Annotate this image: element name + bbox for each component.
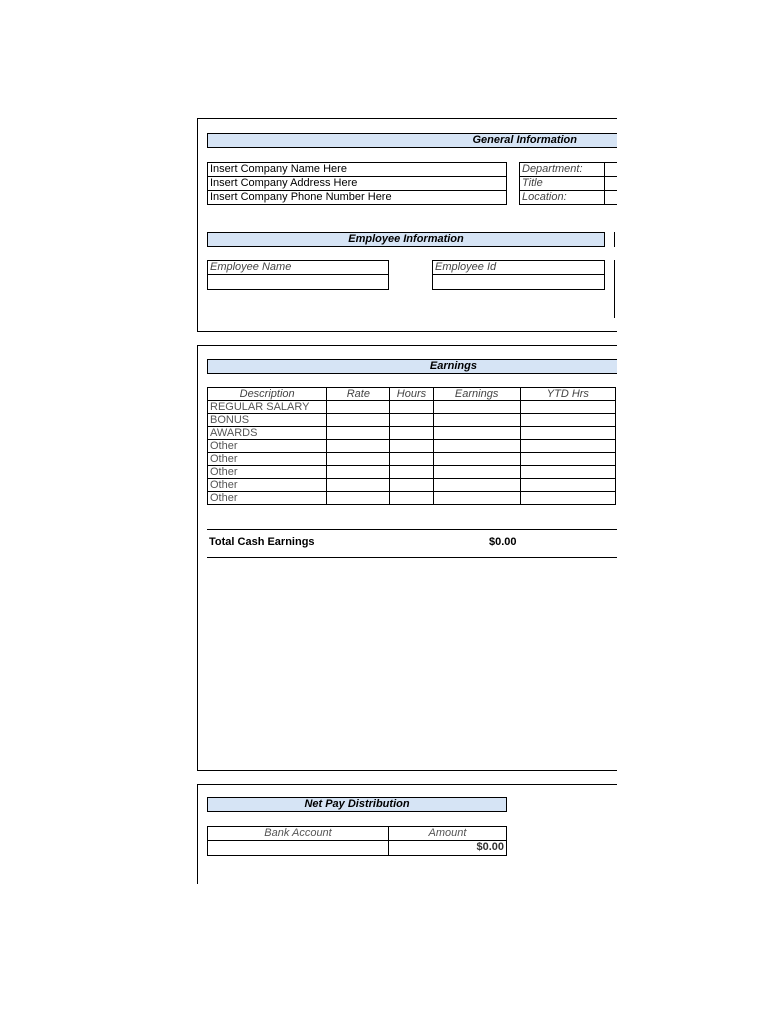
row-earnings[interactable] xyxy=(433,440,520,453)
employee-name-label: Employee Name xyxy=(207,260,389,275)
row-description[interactable]: BONUS xyxy=(208,414,327,427)
table-row xyxy=(208,453,616,466)
row-rate[interactable] xyxy=(327,440,390,453)
employee-id-label: Employee Id xyxy=(432,260,605,275)
row-hours[interactable] xyxy=(390,492,433,505)
table-row xyxy=(208,492,616,505)
row-ytd-hrs[interactable] xyxy=(520,401,615,414)
row-rate[interactable] xyxy=(327,453,390,466)
row-hours[interactable] xyxy=(390,453,433,466)
row-rate[interactable] xyxy=(327,401,390,414)
amount-value[interactable]: $0.00 xyxy=(388,840,507,856)
company-phone-field[interactable]: Insert Company Phone Number Here xyxy=(207,190,507,205)
col-description: Description xyxy=(208,388,327,401)
employee-info-title: Employee Information xyxy=(348,233,464,245)
general-section-frame xyxy=(197,118,617,332)
row-ytd-hrs[interactable] xyxy=(520,466,615,479)
table-row xyxy=(208,427,616,440)
total-cash-earnings-value: $0.00 xyxy=(489,536,517,548)
earnings-header xyxy=(207,359,617,374)
amount-header: Amount xyxy=(388,826,507,841)
row-hours[interactable] xyxy=(390,414,433,427)
earnings-title: Earnings xyxy=(429,360,477,372)
row-description[interactable]: Other xyxy=(208,479,327,492)
total-top-rule xyxy=(207,529,617,530)
row-earnings[interactable] xyxy=(433,414,520,427)
location-label: Location: xyxy=(519,190,605,205)
row-description[interactable]: REGULAR SALARY xyxy=(208,401,327,414)
table-row xyxy=(208,466,616,479)
general-info-header xyxy=(207,133,617,148)
row-earnings[interactable] xyxy=(433,453,520,466)
row-ytd-hrs[interactable] xyxy=(520,427,615,440)
department-field[interactable] xyxy=(604,162,617,177)
title-label: Title xyxy=(519,176,605,191)
net-pay-header xyxy=(207,797,507,812)
row-rate[interactable] xyxy=(327,479,390,492)
row-rate[interactable] xyxy=(327,427,390,440)
table-row xyxy=(208,479,616,492)
title-field[interactable] xyxy=(604,176,617,191)
earnings-header-row xyxy=(208,388,616,401)
row-earnings[interactable] xyxy=(433,492,520,505)
department-label: Department: xyxy=(519,162,605,177)
row-hours[interactable] xyxy=(390,466,433,479)
table-row xyxy=(208,440,616,453)
employee-section-divider-lower xyxy=(614,260,615,318)
row-hours[interactable] xyxy=(390,479,433,492)
location-field[interactable] xyxy=(604,190,617,205)
row-ytd-hrs[interactable] xyxy=(520,453,615,466)
row-description[interactable]: Other xyxy=(208,492,327,505)
row-earnings[interactable] xyxy=(433,479,520,492)
row-earnings[interactable] xyxy=(433,466,520,479)
total-bottom-rule xyxy=(207,557,617,558)
row-hours[interactable] xyxy=(390,401,433,414)
col-earnings: Earnings xyxy=(433,388,520,401)
row-hours[interactable] xyxy=(390,427,433,440)
company-address-field[interactable]: Insert Company Address Here xyxy=(207,176,507,191)
col-hours: Hours xyxy=(390,388,433,401)
employee-section-divider xyxy=(614,232,615,247)
col-ytd-hrs: YTD Hrs xyxy=(520,388,615,401)
row-description[interactable]: Other xyxy=(208,440,327,453)
employee-name-field[interactable] xyxy=(207,274,389,290)
row-description[interactable]: AWARDS xyxy=(208,427,327,440)
bank-account-field[interactable] xyxy=(207,840,389,856)
company-name-field[interactable]: Insert Company Name Here xyxy=(207,162,507,177)
row-ytd-hrs[interactable] xyxy=(520,440,615,453)
table-row xyxy=(208,414,616,427)
col-rate: Rate xyxy=(327,388,390,401)
row-rate[interactable] xyxy=(327,466,390,479)
employee-id-field[interactable] xyxy=(432,274,605,290)
total-cash-earnings-label: Total Cash Earnings xyxy=(209,536,315,548)
row-description[interactable]: Other xyxy=(208,453,327,466)
net-pay-title: Net Pay Distribution xyxy=(304,798,410,810)
row-earnings[interactable] xyxy=(433,427,520,440)
row-ytd-hrs[interactable] xyxy=(520,492,615,505)
row-hours[interactable] xyxy=(390,440,433,453)
earnings-table xyxy=(207,387,616,505)
row-rate[interactable] xyxy=(327,414,390,427)
employee-info-header xyxy=(207,232,605,247)
row-rate[interactable] xyxy=(327,492,390,505)
row-description[interactable]: Other xyxy=(208,466,327,479)
row-ytd-hrs[interactable] xyxy=(520,479,615,492)
row-earnings[interactable] xyxy=(433,401,520,414)
bank-account-header: Bank Account xyxy=(207,826,389,841)
table-row xyxy=(208,401,616,414)
general-info-title: General Information xyxy=(472,134,577,146)
row-ytd-hrs[interactable] xyxy=(520,414,615,427)
